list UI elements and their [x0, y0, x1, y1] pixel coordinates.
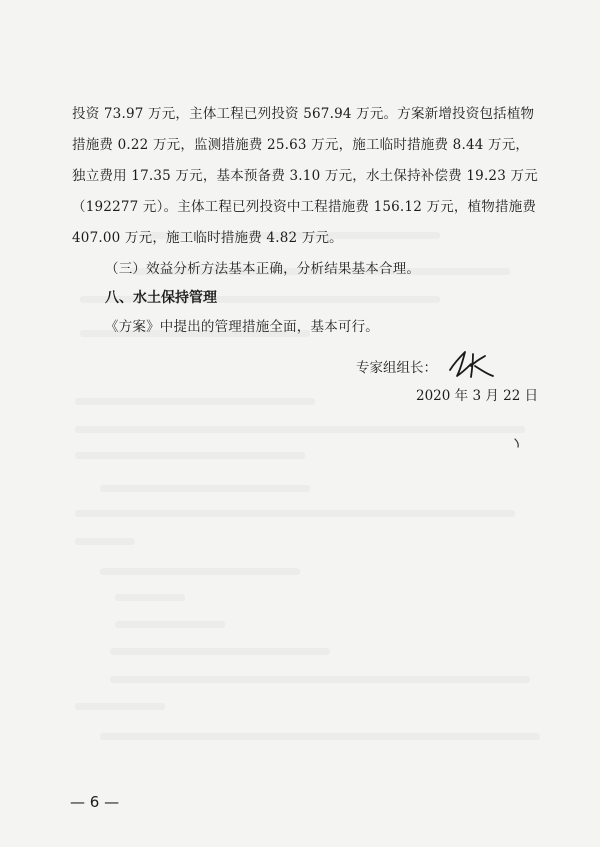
body-text-line: （三）效益分析方法基本正确，分析结果基本合理。 [105, 261, 421, 277]
handwritten-signature [447, 346, 495, 380]
body-text-line: 《方案》中提出的管理措施全面，基本可行。 [105, 319, 379, 335]
signature-label: 专家组组长： [356, 360, 437, 376]
bleed-through-mark [100, 733, 540, 740]
bleed-through-mark [100, 485, 310, 492]
body-text-line: （192277 元）。主体工程已列投资中工程措施费 156.12 万元，植物措施费 [72, 199, 537, 215]
bleed-through-mark [75, 703, 165, 710]
bleed-through-mark [110, 648, 330, 655]
bleed-through-mark [110, 676, 530, 683]
stray-pen-mark [514, 438, 520, 448]
signature-date: 2020 年 3 月 22 日 [416, 388, 539, 404]
bleed-through-mark [115, 621, 225, 628]
body-text-line: 407.00 万元，施工临时措施费 4.82 万元。 [72, 230, 343, 246]
page-number: — 6 — [70, 793, 120, 811]
bleed-through-mark [75, 398, 315, 405]
bleed-through-mark [75, 510, 515, 517]
bleed-through-mark [75, 452, 305, 459]
body-text-line: 独立费用 17.35 万元，基本预备费 3.10 万元，水土保持补偿费 19.23 万元 [72, 168, 538, 184]
bleed-through-mark [100, 568, 300, 575]
section-heading: 八、水土保持管理 [105, 290, 217, 306]
body-text-line: 投资 73.97 万元，主体工程已列投资 567.94 万元。方案新增投资包括植物 [72, 106, 535, 122]
bleed-through-mark [75, 426, 525, 433]
body-text-line: 措施费 0.22 万元，监测措施费 25.63 万元，施工临时措施费 8.44 万元， [72, 137, 530, 153]
bleed-through-mark [115, 594, 185, 601]
bleed-through-mark [75, 538, 135, 545]
